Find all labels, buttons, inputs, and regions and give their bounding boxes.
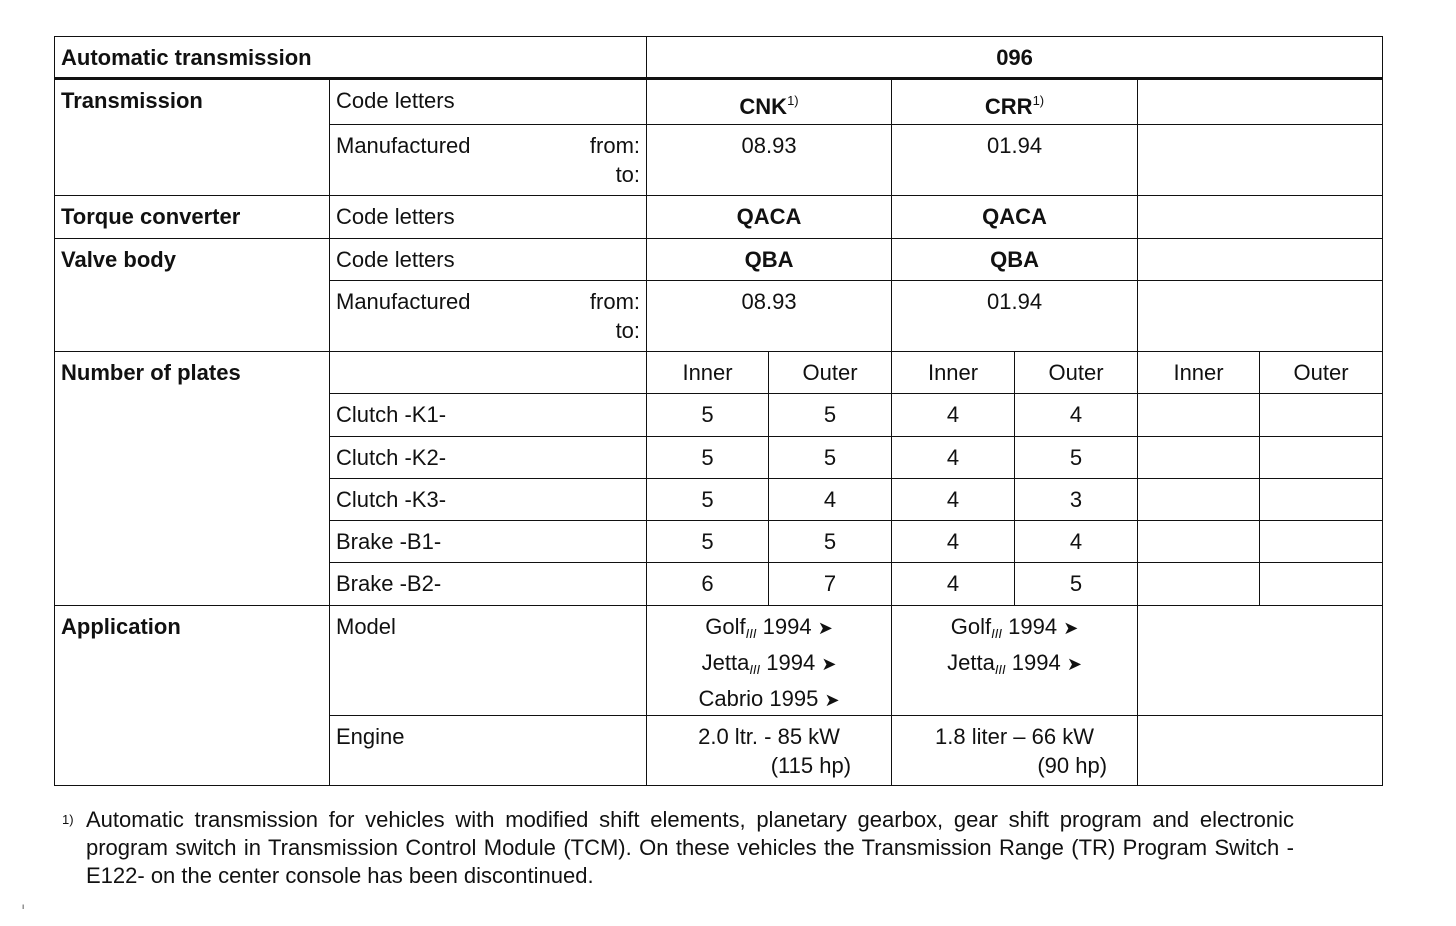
- code-crr: CRR$^{1)}$: [892, 79, 1138, 125]
- cnk-torque-converter: QACA: [647, 196, 892, 239]
- label-code-letters: Code letters: [330, 239, 647, 281]
- arrow-right-icon: ➤: [821, 654, 837, 674]
- label-model: Model: [330, 606, 647, 716]
- crr-inner-value: 4: [892, 521, 1015, 563]
- arrow-right-icon: ➤: [824, 690, 840, 710]
- crr-outer-value: 4: [1015, 394, 1138, 437]
- model-line: Golf$_{III}$ 1994 ➤: [705, 614, 833, 641]
- crr-valve-body-from: 01.94: [892, 281, 1138, 352]
- empty-inner-header: Inner: [1138, 352, 1260, 394]
- empty-cell: [1138, 563, 1260, 606]
- empty-cell: [1260, 521, 1383, 563]
- label-from-to: from: to:: [445, 125, 647, 196]
- plate-label: Clutch -K3-: [330, 479, 647, 521]
- transmission-spec-table: [54, 36, 1383, 786]
- section-valve-body: Valve body: [55, 239, 330, 281]
- model-line: Jetta$_{III}$ 1994 ➤: [701, 650, 837, 677]
- cnk-outer-value: 7: [769, 563, 892, 606]
- cnk-valve-body-from: 08.93: [647, 281, 892, 352]
- page-mark: ı: [22, 902, 25, 911]
- footnote-mark: 1): [62, 812, 74, 827]
- model-line: Golf$_{III}$ 1994 ➤: [950, 614, 1079, 641]
- model-line: Cabrio 1995 ➤: [698, 686, 840, 711]
- cnk-models: [647, 606, 892, 716]
- empty-cell: [1260, 479, 1383, 521]
- crr-manufactured-from: 01.94: [892, 125, 1138, 196]
- code-cnk: CNK$^{1)}$: [647, 79, 892, 125]
- arrow-right-icon: ➤: [817, 618, 833, 638]
- cnk-outer-header: Outer: [769, 352, 892, 394]
- crr-outer-value: 5: [1015, 563, 1138, 606]
- cnk-inner-value: 5: [647, 394, 769, 437]
- crr-inner-header: Inner: [892, 352, 1015, 394]
- crr-valve-body: QBA: [892, 239, 1138, 281]
- section-spacer: [55, 281, 330, 352]
- plate-label: Clutch -K1-: [330, 394, 647, 437]
- crr-inner-value: 4: [892, 394, 1015, 437]
- arrow-right-icon: ➤: [1066, 654, 1082, 674]
- cnk-outer-value: 4: [769, 479, 892, 521]
- cnk-inner-header: Inner: [647, 352, 769, 394]
- empty-cell: [1138, 479, 1260, 521]
- empty-cell: [330, 352, 647, 394]
- crr-models: [892, 606, 1138, 716]
- empty-cell: [1138, 125, 1383, 196]
- cnk-outer-value: 5: [769, 521, 892, 563]
- crr-engine: 1.8 liter – 66 kW (90 hp): [892, 716, 1138, 786]
- transmission-type-code: 096: [647, 37, 1383, 79]
- section-spacer: [55, 394, 330, 437]
- crr-inner-value: 4: [892, 563, 1015, 606]
- plate-label: Brake -B1-: [330, 521, 647, 563]
- cnk-inner-value: 5: [647, 479, 769, 521]
- empty-cell: [1260, 563, 1383, 606]
- empty-cell: [1138, 79, 1383, 125]
- empty-cell: [1138, 394, 1260, 437]
- label-code-letters: Code letters: [330, 79, 647, 125]
- empty-cell: [1138, 521, 1260, 563]
- crr-inner-value: 4: [892, 437, 1015, 479]
- empty-cell: [1138, 196, 1383, 239]
- table-row: [55, 563, 1383, 606]
- arrow-right-icon: ➤: [1063, 618, 1079, 638]
- section-spacer: [55, 563, 330, 606]
- label-manufactured: Manufactured: [330, 125, 445, 196]
- table-row: [55, 479, 1383, 521]
- table-row: [55, 521, 1383, 563]
- label-code-letters: Code letters: [330, 196, 647, 239]
- empty-cell: [1260, 437, 1383, 479]
- label-engine: Engine: [330, 716, 647, 786]
- crr-outer-value: 4: [1015, 521, 1138, 563]
- crr-outer-value: 5: [1015, 437, 1138, 479]
- cnk-inner-value: 5: [647, 521, 769, 563]
- table-row: [55, 437, 1383, 479]
- cnk-inner-value: 5: [647, 437, 769, 479]
- section-number-of-plates: Number of plates: [55, 352, 330, 394]
- cnk-engine: 2.0 ltr. - 85 kW (115 hp): [647, 716, 892, 786]
- section-torque-converter: Torque converter: [55, 196, 330, 239]
- crr-torque-converter: QACA: [892, 196, 1138, 239]
- section-spacer: [55, 437, 330, 479]
- empty-cell: [1138, 281, 1383, 352]
- table-title: Automatic transmission: [55, 37, 647, 79]
- empty-cell: [1138, 606, 1383, 716]
- footnote: [62, 806, 1294, 890]
- empty-cell: [1260, 394, 1383, 437]
- plate-label: Clutch -K2-: [330, 437, 647, 479]
- empty-outer-header: Outer: [1260, 352, 1383, 394]
- model-line: Jetta$_{III}$ 1994 ➤: [947, 650, 1082, 677]
- label-from-to: from: to:: [445, 281, 647, 352]
- cnk-outer-value: 5: [769, 437, 892, 479]
- plate-label: Brake -B2-: [330, 563, 647, 606]
- empty-cell: [1138, 437, 1260, 479]
- empty-cell: [1138, 239, 1383, 281]
- section-transmission: Transmission: [55, 79, 330, 125]
- cnk-inner-value: 6: [647, 563, 769, 606]
- empty-cell: [1138, 716, 1383, 786]
- section-spacer: [55, 716, 330, 786]
- crr-outer-header: Outer: [1015, 352, 1138, 394]
- table-row: [55, 394, 1383, 437]
- footnote-text: Automatic transmission for vehicles with modified shift elements, planetary gearbox, gear shift program and electronic program switch in Transmission Control Module (TCM). On these vehicles the Transmission Range (TR) Program Switch -E122- on the center console has been discontinued.: [86, 807, 1294, 888]
- section-application: Application: [55, 606, 330, 716]
- section-spacer: [55, 521, 330, 563]
- crr-inner-value: 4: [892, 479, 1015, 521]
- cnk-manufactured-from: 08.93: [647, 125, 892, 196]
- crr-outer-value: 3: [1015, 479, 1138, 521]
- section-spacer: [55, 125, 330, 196]
- cnk-outer-value: 5: [769, 394, 892, 437]
- cnk-valve-body: QBA: [647, 239, 892, 281]
- label-manufactured: Manufactured: [330, 281, 445, 352]
- section-spacer: [55, 479, 330, 521]
